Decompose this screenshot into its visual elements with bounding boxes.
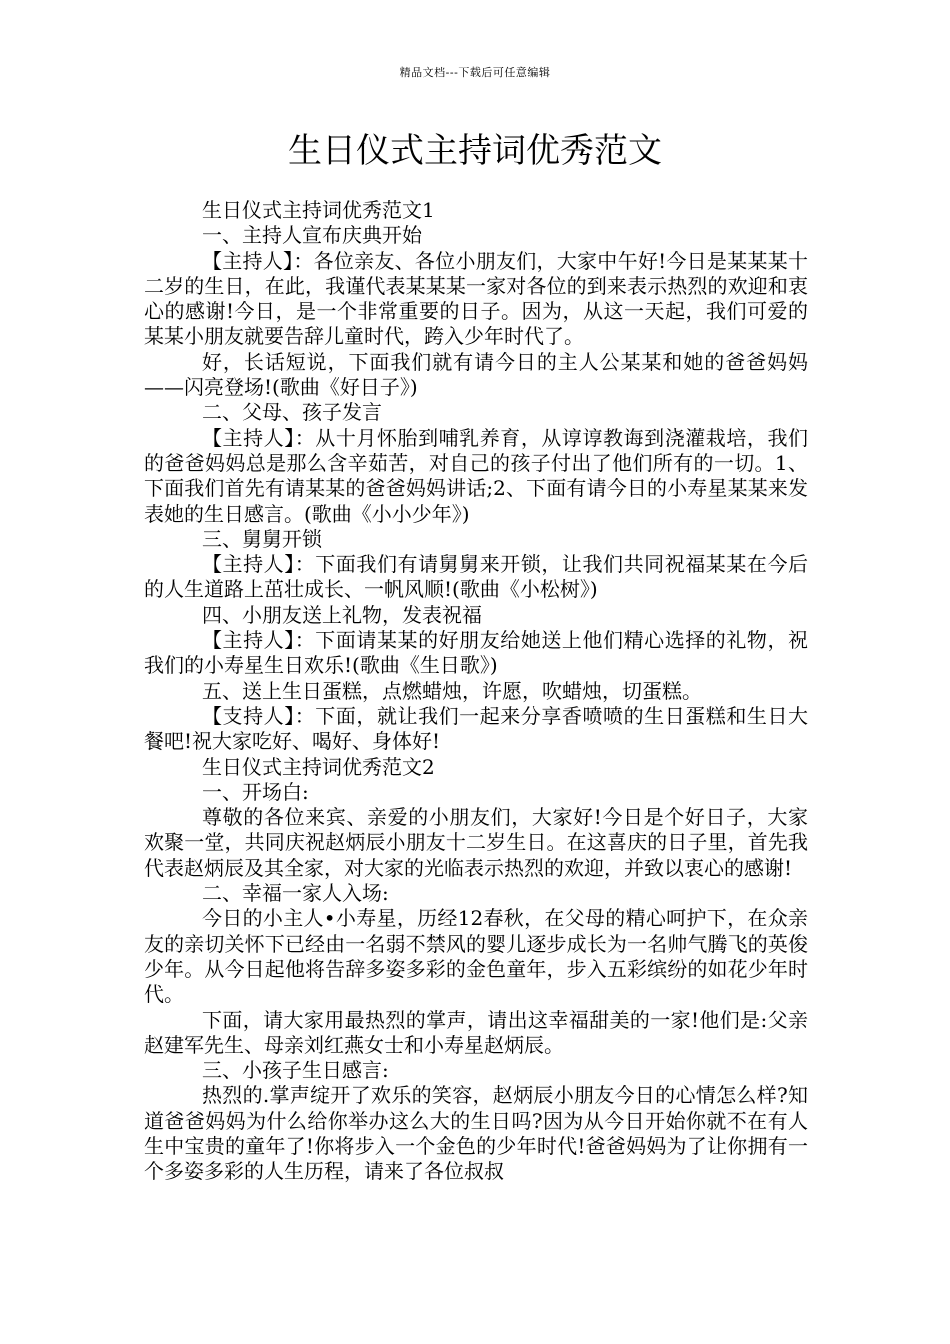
body-paragraph: 【主持人】：下面请某某的好朋友给她送上他们精心选择的礼物，祝我们的小寿星生日欢乐!(歌曲《生日歌》)	[144, 628, 808, 678]
step-heading: 一、开场白:	[202, 779, 309, 804]
step-heading: 二、幸福一家人入场:	[202, 881, 389, 906]
body-paragraph: 好，长话短说，下面我们就有请今日的主人公某某和她的爸爸妈妈——闪亮登场!(歌曲《好日子》)	[144, 349, 808, 400]
body-paragraph: 下面，请大家用最热烈的掌声，请出这幸福甜美的一家!他们是:父亲赵建军先生、母亲刘红燕女士和小寿星赵炳辰。	[144, 1007, 808, 1057]
body-paragraph: 【支持人】：下面，就让我们一起来分享香喷喷的生日蛋糕和生日大餐吧!祝大家吃好、喝好、身体好!	[144, 703, 808, 754]
step-heading: 四、小朋友送上礼物，发表祝福	[202, 602, 482, 627]
document-body	[144, 198, 808, 1185]
body-paragraph: 【主持人】：从十月怀胎到哺乳养育，从谆谆教诲到浇灌栽培，我们的爸爸妈妈总是那么含辛茹苦，对自己的孩子付出了他们所有的一切。1、下面我们首先有请某某的爸爸妈妈讲话;2、下面有请今日的小寿星某某来发表她的生日感言。(歌曲《小小少年》)	[144, 425, 808, 526]
body-paragraph: 热烈的.掌声绽开了欢乐的笑容，赵炳辰小朋友今日的心情怎么样?知道爸爸妈妈为什么给你举办这么大的生日吗?因为从今日开始你就不在有人生中宝贵的童年了!你将步入一个金色的少年时代!爸爸妈妈为了让你拥有一个多姿多彩的人生历程，请来了各位叔叔	[144, 1083, 808, 1184]
step-heading: 一、主持人宣布庆典开始	[202, 223, 422, 248]
section-heading: 生日仪式主持词优秀范文2	[202, 754, 435, 779]
section-heading: 生日仪式主持词优秀范文1	[202, 198, 435, 222]
body-paragraph: 【主持人】：各位亲友、各位小朋友们，大家中午好!今日是某某某十二岁的生日，在此，我谨代表某某某一家对各位的到来表示热烈的欢迎和衷心的感谢!今日，是一个非常重要的日子。因为，从这一天起，我们可爱的某某小朋友就要告辞儿童时代，跨入少年时代了。	[144, 248, 808, 349]
step-heading: 三、小孩子生日感言:	[202, 1058, 389, 1083]
document-title: 生日仪式主持词优秀范文	[288, 131, 662, 171]
body-paragraph: 今日的小主人•小寿星，历经12春秋，在父母的精心呵护下，在众亲友的亲切关怀下已经由一名弱不禁风的婴儿逐步成长为一名帅气腾飞的英俊少年。从今日起他将告辞多姿多彩的金色童年，步入五彩缤纷的如花少年时代。	[144, 906, 808, 1007]
body-paragraph: 尊敬的各位来宾、亲爱的小朋友们，大家好!今日是个好日子，大家欢聚一堂，共同庆祝赵炳辰小朋友十二岁生日。在这喜庆的日子里，首先我代表赵炳辰及其全家，对大家的光临表示热烈的欢迎，并致以衷心的感谢!	[144, 805, 808, 880]
step-heading: 五、送上生日蛋糕，点燃蜡烛，许愿，吹蜡烛，切蛋糕。	[202, 678, 702, 703]
step-heading: 三、舅舅开锁	[202, 526, 322, 551]
header-note: 精品文档---下载后可任意编辑	[399, 66, 551, 79]
body-paragraph: 【主持人】：下面我们有请舅舅来开锁，让我们共同祝福某某在今后的人生道路上茁壮成长、一帆风顺!(歌曲《小松树》)	[144, 552, 808, 602]
step-heading: 二、父母、孩子发言	[202, 400, 382, 425]
